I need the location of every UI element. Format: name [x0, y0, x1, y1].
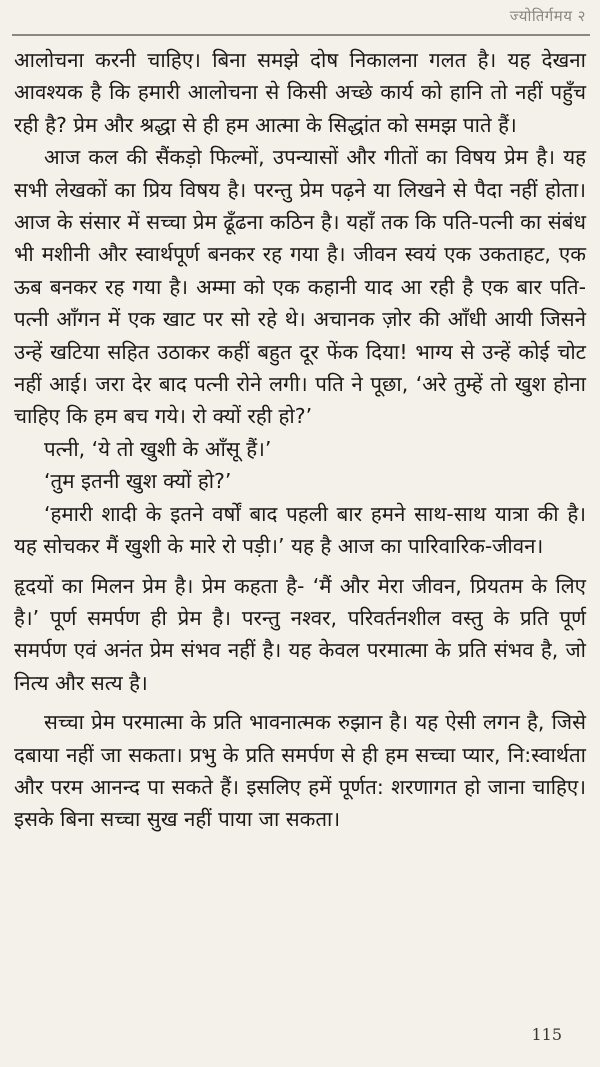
- dialogue-wife-reply: ‘हमारी शादी के इतने वर्षों बाद पहली बार हमने साथ-साथ यात्रा की है। यह सोचकर मैं खुशी के मारे रो पड़ी।’ यह है आज का पारिवारिक-जीवन।: [14, 501, 586, 559]
- paragraph-continued: आलोचना करनी चाहिए। बिना समझे दोष निकालना गलत है। यह देखना आवश्यक है कि हमारी आलोचना से किसी अच्छे कार्य को हानि तो नहीं पहुँच रही है? प्रेम और श्रद्धा से ही हम आत्मा के सिद्धांत को समझ पाते हैं।: [14, 48, 586, 137]
- header-rule: [12, 34, 590, 36]
- dialogue-wife: पत्नी, ‘ये तो खुशी के आँसू हैं।’: [44, 436, 272, 461]
- page-number: 115: [531, 1025, 562, 1044]
- paragraph-true-love: सच्चा प्रेम परमात्मा के प्रति भावनात्मक रुझान है। यह ऐसी लगन है, जिसे दबाया नहीं जा सकता। प्रभु के प्रति समर्पण से ही हम सच्चा प्यार, नि:स्वार्थता और परम आनन्द पा सकते हैं। इसलिए हमें पूर्णत: शरणागत हो जाना चाहिए। इसके बिना सच्चा सुख नहीं पाया जा सकता।: [14, 710, 586, 832]
- paragraph-love-story: आज कल की सैंकड़ो फिल्मों, उपन्यासों और गीतों का विषय प्रेम है। यह सभी लेखकों का प्रिय विषय है। परन्तु प्रेम पढ़ने या लिखने से पैदा नहीं होता। आज के संसार में सच्चा प्रेम ढूँढना कठिन है। यहाँ तक कि पति-पत्नी का संबंध भी मशीनी और स्वार्थपूर्ण बनकर रह गया है। जीवन स्वयं एक उकताहट, एक ऊब बनकर रह गया है। अम्मा को एक कहानी याद आ रही है एक बार पति-पत्नी आँगन में एक खाट पर सो रहे थे। अचानक ज़ोर की आँधी आयी जिसने उन्हें खटिया सहित उठाकर कहीं बहुत दूर फेंक दिया! भाग्य से उन्हें कोई चोट नहीं आई। जरा देर बाद पत्नी रोने लगी। पति ने पूछा, ‘अरे तुम्हें तो खुश होना चाहिए कि हम बच गये। रो क्यों रही हो?’: [14, 145, 586, 429]
- paragraph-union-of-hearts: हृदयों का मिलन प्रेम है। प्रेम कहता है- ‘मैं और मेरा जीवन, प्रियतम के लिए है।’ पूर्ण समर्पण ही प्रेम है। परन्तु नश्वर, परिवर्तनशील वस्तु के प्रति पूर्ण समर्पण एवं अनंत प्रेम संभव नहीं है। यह केवल परमात्मा के प्रति संभव है, जो नित्य और सत्य है।: [14, 573, 586, 695]
- running-head-title: ज्योतिर्गमय २: [509, 7, 586, 25]
- page-body: [14, 44, 586, 836]
- dialogue-husband: ‘तुम इतनी खुश क्यों हो?’: [44, 469, 232, 494]
